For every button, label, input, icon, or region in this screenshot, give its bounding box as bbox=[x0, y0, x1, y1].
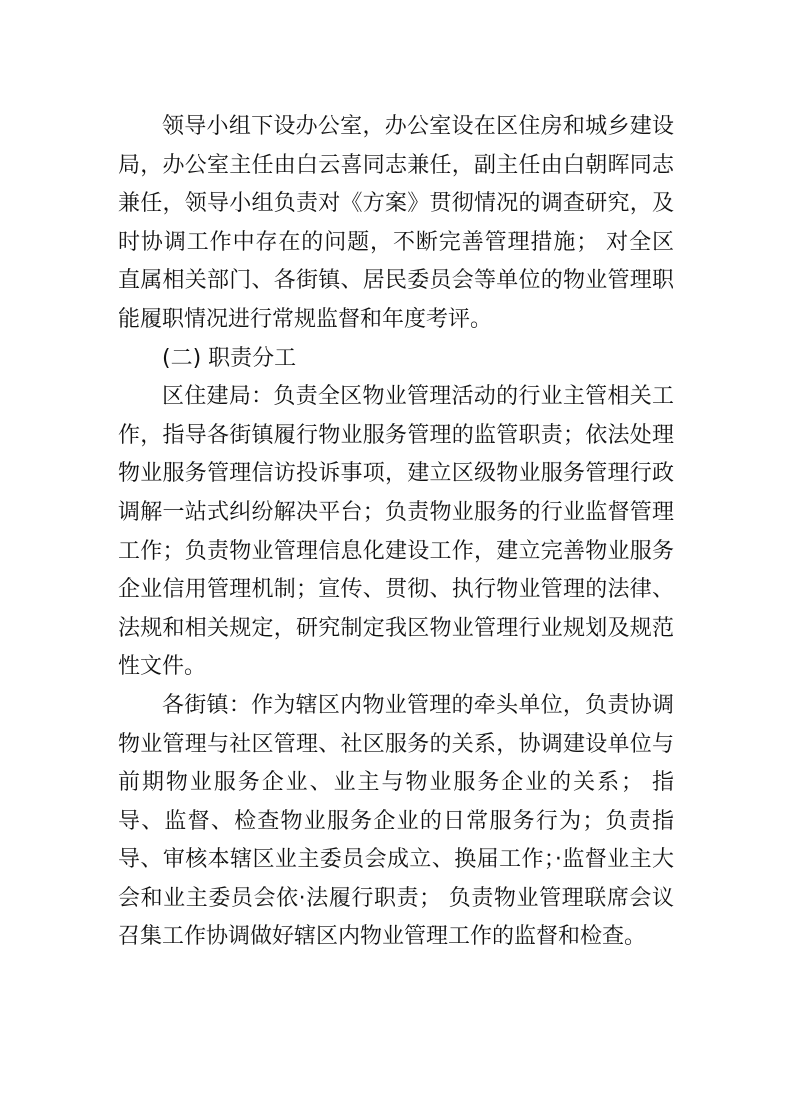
office-setup-paragraph: 领导小组下设办公室，办公室设在区住房和城乡建设局，办公室主任由白云喜同志兼任，副主任由白朝晖同志兼任，领导小组负责对《方案》贯彻情况的调查研究，及时协调工作中存在的问题，不断完善管理措施； 对全区直属相关部门、各街镇、居民委员会等单位的物业管理职能履职情况进行常规监督和年度考评。 bbox=[118, 114, 674, 332]
document-page bbox=[118, 108, 674, 957]
section-heading: (二) 职责分工 bbox=[162, 345, 297, 371]
street-town-duties: 各街镇：作为辖区内物业管理的牵头单位，负责协调物业管理与社区管理、社区服务的关系，协调建设单位与前期物业服务企业、业主与物业服务企业的关系； 指导、监督、检查物业服务企业的日常服务行为；负责指导、审核本辖区业主委员会成立、换届工作；·监督业主大会和业主委员会依·法履行职责； 负责物业管理联席会议召集工作协调做好辖区内物业管理工作的监督和检查。 bbox=[118, 692, 674, 950]
district-housing-bureau-duties: 区住建局：负责全区物业管理活动的行业主管相关工作，指导各街镇履行物业服务管理的监管职责；依法处理物业服务管理信访投诉事项，建立区级物业服务管理行政调解一站式纠纷解决平台；负责物业服务的行业监督管理工作；负责物业管理信息化建设工作，建立完善物业服务企业信用管理机制；宣传、贯彻、执行物业管理的法律、法规和相关规定，研究制定我区物业管理行业规划及规范性文件。 bbox=[118, 384, 674, 680]
